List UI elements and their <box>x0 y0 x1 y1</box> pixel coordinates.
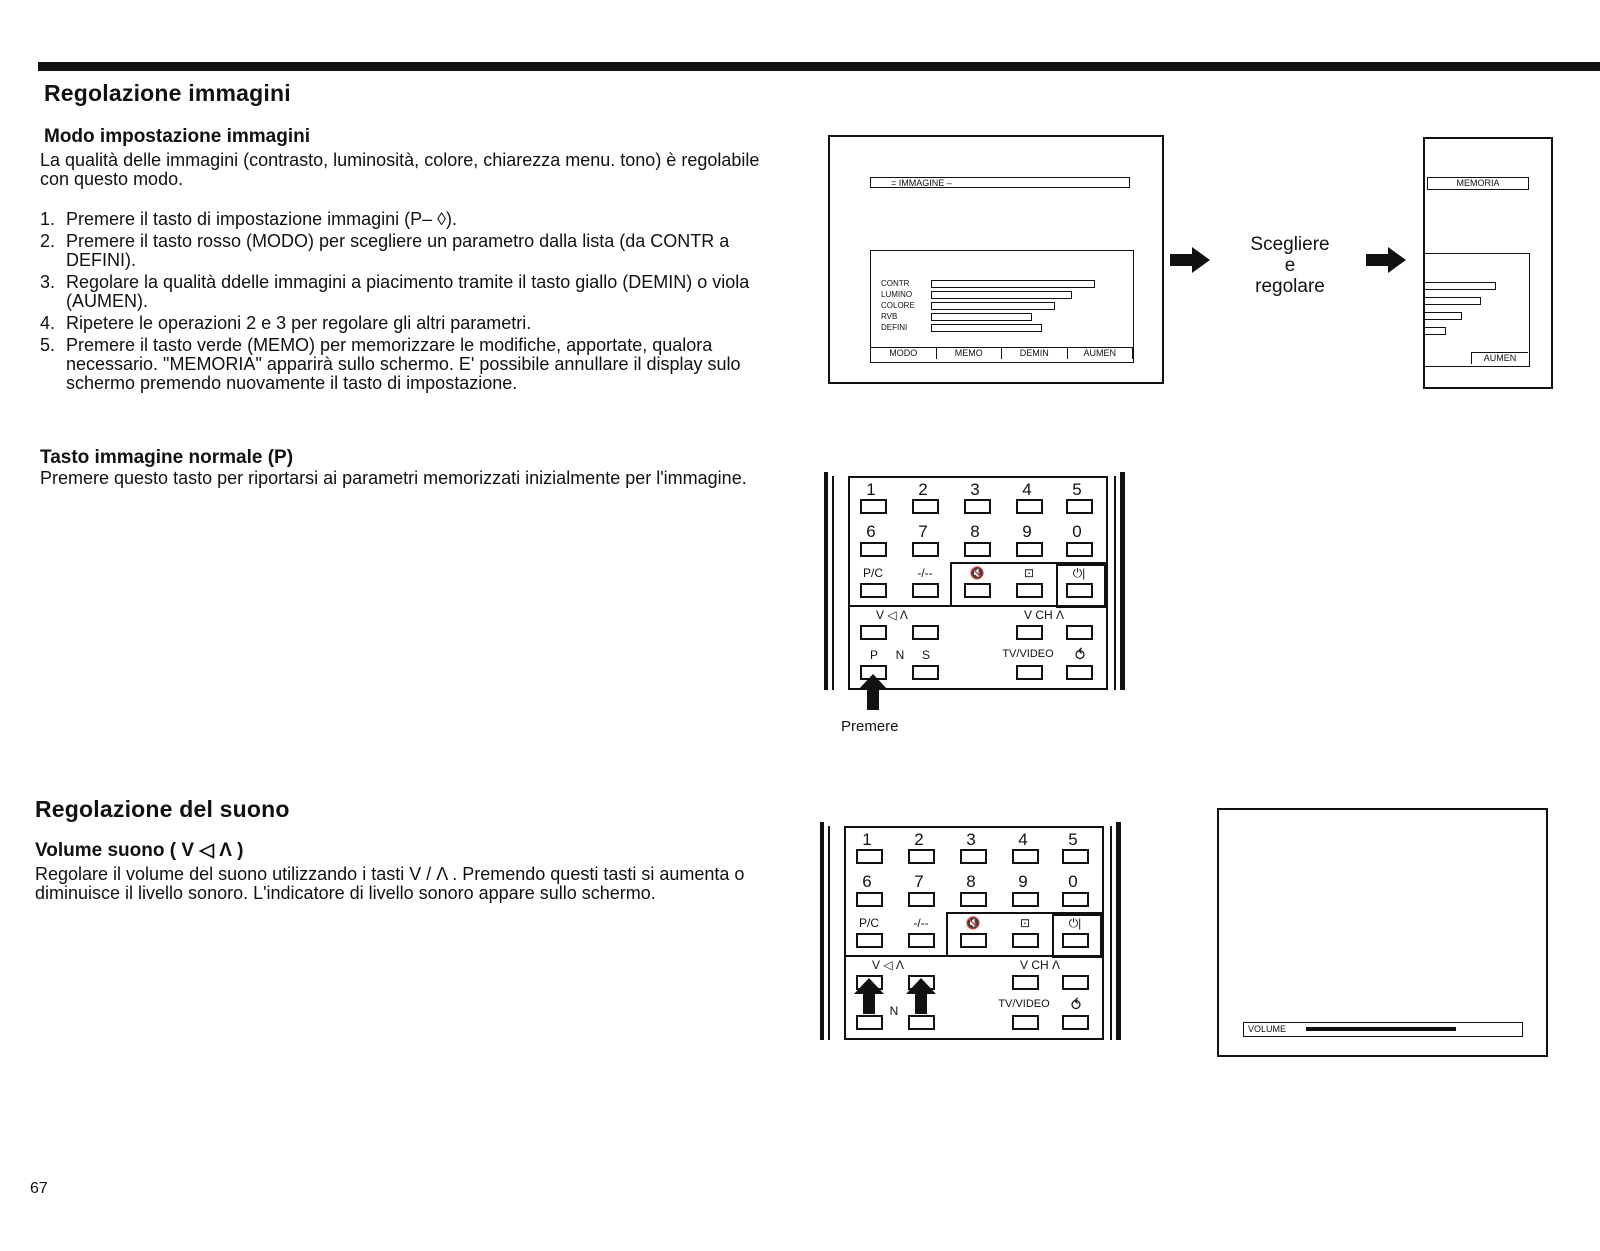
list-item: 4. Ripetere le operazioni 2 e 3 per regolare gli altri parametri. <box>40 313 532 333</box>
digit-label: 5 <box>1068 830 1078 849</box>
remote-edge <box>1120 472 1125 690</box>
param-bar <box>931 302 1055 310</box>
key-label: 🔇 <box>969 566 985 580</box>
tv-screen-menu <box>828 135 1164 384</box>
digit-label: 9 <box>1022 522 1032 541</box>
digit-label: 8 <box>970 522 980 541</box>
section-title-immagini: Regolazione immagini <box>44 80 291 106</box>
tvvideo-key <box>1016 665 1043 680</box>
function-label: AUMEN <box>1068 348 1134 359</box>
volume-level <box>1306 1027 1456 1031</box>
key-6 <box>860 542 887 557</box>
key-label: ⊡ <box>1023 566 1035 580</box>
key-function <box>860 583 887 598</box>
power-frame <box>1056 564 1106 608</box>
digit-label: 4 <box>1018 830 1028 849</box>
tvvideo-label: TV/VIDEO <box>1002 648 1054 660</box>
pns-label: N <box>895 648 905 662</box>
digit-label: 8 <box>966 872 976 891</box>
picture-key <box>856 1015 883 1030</box>
remote-control-1 <box>822 472 1134 694</box>
param-label: COLORE <box>881 301 915 310</box>
param-label: CONTR <box>881 279 910 288</box>
remote-edge <box>1110 826 1112 1040</box>
volume-label: V ◁ Λ <box>876 608 908 622</box>
key-3 <box>960 849 987 864</box>
memory-level-bar <box>1425 312 1462 320</box>
steps-list <box>40 210 775 396</box>
digit-label: 0 <box>1068 872 1078 891</box>
digit-label: 3 <box>966 830 976 849</box>
instruction-text <box>1240 234 1340 297</box>
swap-icon: ⥀ <box>1070 997 1082 1014</box>
remote-caption: Premere <box>841 718 899 735</box>
list-item: 1. Premere il tasto di impostazione immagini (P– ◊). <box>40 209 458 229</box>
key-label: ⊡ <box>1019 916 1031 930</box>
key-function <box>960 933 987 948</box>
subsection-body-volume: Regolare il volume del suono utilizzando i tasti V / Λ . Premendo questi tasti si aumenta o diminuisce il livello sonoro. L'indicatore di livello sonoro appare sullo schermo. <box>35 864 745 903</box>
subsection-title-volume: Volume suono ( V ◁ Λ ) <box>35 840 244 861</box>
param-bar <box>931 291 1072 299</box>
sound-key <box>908 1015 935 1030</box>
tvvideo-label: TV/VIDEO <box>998 998 1050 1010</box>
swap-key <box>1062 1015 1089 1030</box>
param-label: LUMINO <box>881 290 913 299</box>
arrow-right-icon <box>1366 245 1406 275</box>
remote-control-2 <box>818 822 1130 1044</box>
key-function <box>912 583 939 598</box>
key-2 <box>912 499 939 514</box>
subsection-body-normale: Premere questo tasto per riportarsi ai parametri memorizzati inizialmente per l'immagine. <box>40 468 747 488</box>
pns-label: S <box>921 648 930 662</box>
memory-level-bar <box>1425 282 1496 290</box>
instruction-line: Scegliere <box>1250 234 1330 255</box>
key-1 <box>860 499 887 514</box>
remote-divider <box>846 955 1100 957</box>
key-label: -/-- <box>917 566 933 580</box>
param-bar <box>931 280 1095 288</box>
digit-label: 1 <box>862 830 872 849</box>
function-label: MEMO <box>937 348 1003 359</box>
key-label: ⏻| <box>1068 916 1082 930</box>
key-0 <box>1066 542 1093 557</box>
list-item: 2. Premere il tasto rosso (MODO) per scegliere un parametro dalla lista (da CONTR a DEFINI). <box>40 231 730 270</box>
param-label: RVB <box>881 312 898 321</box>
top-rule <box>38 62 1600 71</box>
key-label: P/C <box>858 916 879 930</box>
channel-down-key <box>1012 975 1039 990</box>
param-label: DEFINI <box>881 323 908 332</box>
digit-label: 3 <box>970 480 980 499</box>
section-title-suono: Regolazione del suono <box>35 796 290 822</box>
volume-label: VOLUME <box>1248 1024 1287 1034</box>
menu-header: = IMMAGINE – <box>870 177 1130 188</box>
memory-footer: AUMEN <box>1471 352 1528 364</box>
remote-panel <box>844 826 1104 1040</box>
remote-edge <box>1116 822 1121 1040</box>
volume-bar <box>1243 1022 1523 1037</box>
channel-label: V CH Λ <box>1019 958 1061 972</box>
param-bar <box>931 313 1032 321</box>
key-4 <box>1016 499 1043 514</box>
key-3 <box>964 499 991 514</box>
memory-level-bar <box>1425 327 1446 335</box>
tvvideo-key <box>1012 1015 1039 1030</box>
key-function <box>1012 933 1039 948</box>
channel-up-key <box>1062 975 1089 990</box>
pns-label: N <box>889 1004 899 1018</box>
digit-label: 7 <box>914 872 924 891</box>
instruction-line: regolare <box>1255 276 1325 297</box>
pns-label: P <box>869 648 878 662</box>
swap-key <box>1066 665 1093 680</box>
digit-label: 1 <box>866 480 876 499</box>
channel-up-key <box>1066 625 1093 640</box>
key-function <box>908 933 935 948</box>
list-item: 3. Regolare la qualità ddelle immagini a piacimento tramite il tasto giallo (DEMIN) o viola (AUMEN). <box>40 272 750 311</box>
volume-down-key <box>860 625 887 640</box>
key-1 <box>856 849 883 864</box>
key-8 <box>960 892 987 907</box>
function-label: MODO <box>871 348 937 359</box>
key-label: -/-- <box>913 916 929 930</box>
digit-label: 6 <box>862 872 872 891</box>
tv-screen-volume <box>1217 808 1548 1057</box>
memory-level-bar <box>1425 297 1481 305</box>
digit-label: 7 <box>918 522 928 541</box>
remote-divider <box>850 605 1104 607</box>
digit-label: 5 <box>1072 480 1082 499</box>
key-label: P/C <box>862 566 883 580</box>
key-function <box>964 583 991 598</box>
power-frame <box>1052 914 1102 958</box>
sound-key <box>912 665 939 680</box>
menu-panel <box>870 250 1134 363</box>
channel-down-key <box>1016 625 1043 640</box>
key-7 <box>912 542 939 557</box>
key-5 <box>1062 849 1089 864</box>
swap-icon: ⥀ <box>1074 647 1086 664</box>
key-8 <box>964 542 991 557</box>
press-arrow-icon <box>854 978 884 1014</box>
param-bar <box>931 324 1042 332</box>
key-9 <box>1016 542 1043 557</box>
key-label: 🔇 <box>965 916 981 930</box>
remote-edge <box>828 826 830 1040</box>
key-function <box>1016 583 1043 598</box>
instruction-line: e <box>1284 255 1296 276</box>
digit-label: 2 <box>914 830 924 849</box>
volume-up-key <box>912 625 939 640</box>
digit-label: 9 <box>1018 872 1028 891</box>
digit-label: 6 <box>866 522 876 541</box>
press-arrow-icon <box>906 978 936 1014</box>
remote-edge <box>824 472 828 690</box>
key-0 <box>1062 892 1089 907</box>
key-9 <box>1012 892 1039 907</box>
key-6 <box>856 892 883 907</box>
key-4 <box>1012 849 1039 864</box>
subsection-title-normale: Tasto immagine normale (P) <box>40 447 294 468</box>
tv-screen-memoria <box>1423 137 1553 389</box>
digit-label: 2 <box>918 480 928 499</box>
function-bar <box>871 347 1133 359</box>
remote-edge <box>1114 476 1116 690</box>
memory-header: MEMORIA <box>1427 177 1529 190</box>
subsection-body-modo: La qualità delle immagini (contrasto, luminosità, colore, chiarezza menu. tono) è regolabile con questo modo. <box>40 150 760 189</box>
page-number: 67 <box>30 1180 48 1197</box>
key-2 <box>908 849 935 864</box>
press-arrow-icon <box>858 674 888 710</box>
remote-panel <box>848 476 1108 690</box>
list-item: 5. Premere il tasto verde (MEMO) per memorizzare le modifiche, apportate, qualora necessario. "MEMORIA" apparirà sullo schermo. E' possibile annullare il display sulo schermo premendo nuovamente il tasto di impostazione. <box>40 335 741 393</box>
subsection-title-modo: Modo impostazione immagini <box>44 126 311 147</box>
arrow-right-icon <box>1170 245 1210 275</box>
memory-panel <box>1425 253 1530 367</box>
function-label: DEMIN <box>1002 348 1068 359</box>
digit-label: 0 <box>1072 522 1082 541</box>
digit-label: 4 <box>1022 480 1032 499</box>
channel-label: V CH Λ <box>1023 608 1065 622</box>
remote-edge <box>820 822 824 1040</box>
key-5 <box>1066 499 1093 514</box>
key-function <box>856 933 883 948</box>
key-7 <box>908 892 935 907</box>
remote-edge <box>832 476 834 690</box>
key-label: ⏻| <box>1072 566 1086 580</box>
volume-label: V ◁ Λ <box>872 958 904 972</box>
